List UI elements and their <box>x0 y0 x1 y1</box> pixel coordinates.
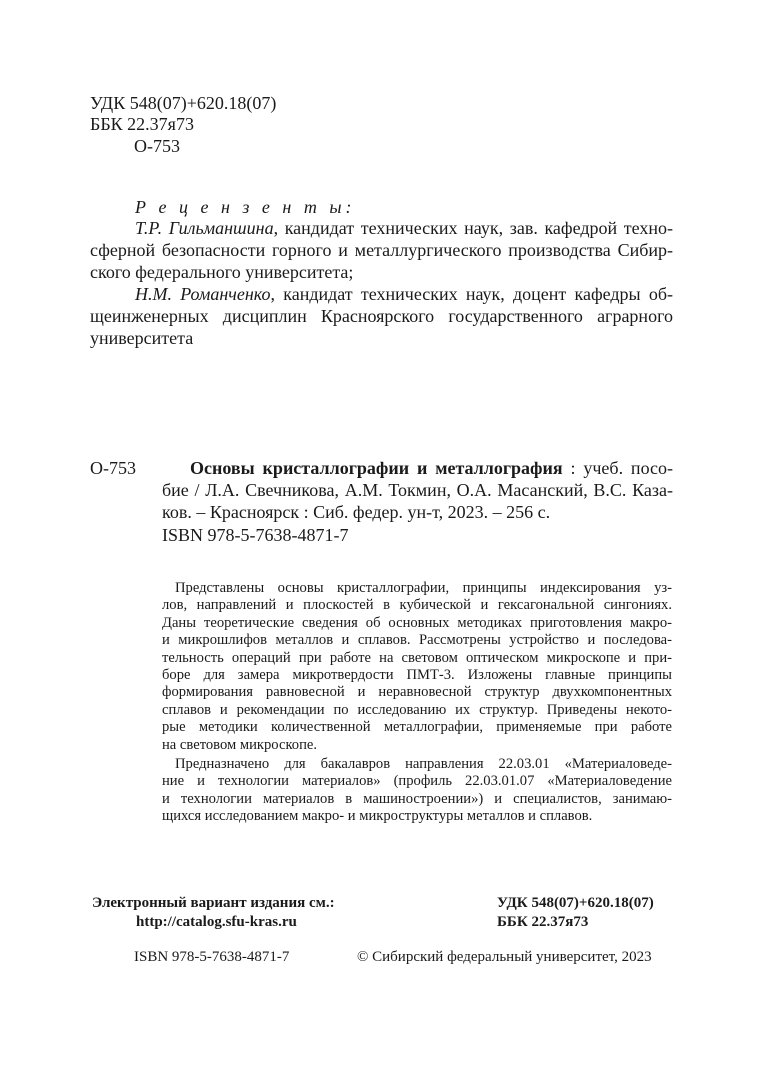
reviewer-line <box>135 217 673 239</box>
electronic-label: Электронный вариант издания см.: <box>92 895 335 911</box>
catalog-link[interactable]: http://catalog.sfu-kras.ru <box>136 914 297 930</box>
author-mark: О-753 <box>134 136 180 156</box>
abstract-line: Даны теоретические сведения об основных методиках приготовления макро- <box>162 614 672 631</box>
reviewer-line <box>135 283 673 305</box>
bbk-code: ББК 22.37я73 <box>90 114 194 134</box>
abstract-line: формирования равновесной и неравновесной структур двухкомпонентных <box>162 684 672 701</box>
reviewer-line: ского федерального университета; <box>90 262 354 282</box>
abstract-line: боре для замера микротвердости ПМТ-3. Изложены главные принципы <box>162 667 672 683</box>
bib-author-mark: О-753 <box>90 458 136 478</box>
bib-line: бие / Л.А. Свечникова, А.М. Токмин, О.А. Масанский, В.С. Каза- <box>162 480 673 500</box>
abstract-line: щихся исследованием макро- и микроструктуры металлов и сплавов. <box>162 808 593 825</box>
bib-line: ков. – Красноярск : Сиб. федер. ун-т, 2023. – 256 с. <box>162 502 551 522</box>
reviewer-text: , кандидат технических наук, зав. кафедрой техно- <box>273 218 673 238</box>
bib-line <box>190 457 673 479</box>
footer-udk: УДК 548(07)+620.18(07) <box>497 895 654 911</box>
reviewer-line: щеинженерных дисциплин Красноярского государственного аграрного <box>90 306 673 326</box>
reviewer-line: университета <box>90 328 194 348</box>
abstract-line: на световом микроскопе. <box>162 736 318 753</box>
abstract-line: ние и технологии материалов» (профиль 22.03.01.07 «Материаловедение <box>162 773 672 790</box>
reviewers-heading: Р е ц е н з е н т ы: <box>135 197 356 217</box>
abstract-line: и микрошлифов металлов и сплавов. Рассмотрены устройство и последова- <box>162 632 672 649</box>
abstract-line: тельность операций при работе на световом оптическом микроскопе и при- <box>162 649 672 666</box>
reviewer-text: , кандидат технических наук, доцент кафедры об- <box>270 284 673 304</box>
abstract-line: лов, направлений и плоскостей в кубической и гексагональной сингониях. <box>162 597 672 614</box>
reviewer-line: сферной безопасности горного и металлургического производства Сибир- <box>90 240 673 260</box>
copyright: © Сибирский федеральный университет, 2023 <box>357 949 652 965</box>
bib-text: : учеб. посо- <box>562 458 674 478</box>
book-title: Основы кристаллографии и металлография <box>190 458 563 478</box>
reviewer-name: Т.Р. Гильманшина <box>135 218 274 238</box>
footer-bbk: ББК 22.37я73 <box>497 914 589 930</box>
abstract-line: Предназначено для бакалавров направления 22.03.01 «Материаловеде- <box>175 756 672 772</box>
udk-code: УДК 548(07)+620.18(07) <box>90 93 277 113</box>
isbn-line: ISBN 978-5-7638-4871-7 <box>162 525 349 545</box>
abstract-line: рые методики количественной металлографии, применяемые при работе <box>162 719 672 736</box>
reviewer-name: Н.М. Романченко <box>135 284 271 304</box>
footer-isbn: ISBN 978-5-7638-4871-7 <box>134 949 290 965</box>
abstract-line: и технологии материалов в машиностроении») и специалистов, занимаю- <box>162 790 672 807</box>
abstract-line: Представлены основы кристаллографии, принципы индексирования уз- <box>175 580 672 596</box>
abstract-line: сплавов и рекомендации по исследованию их структур. Приведены некото- <box>162 701 672 718</box>
